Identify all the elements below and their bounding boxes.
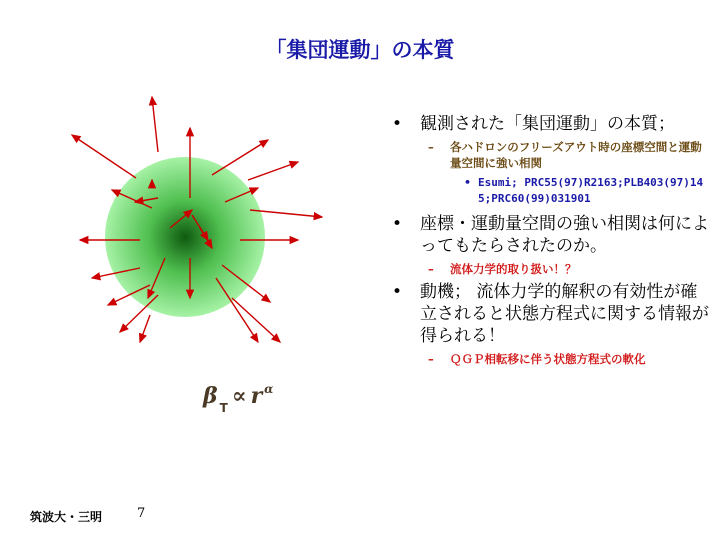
- bullet-list: [392, 113, 712, 371]
- radial-flow-diagram: [40, 80, 340, 380]
- proportional-symbol: ∝: [231, 383, 247, 409]
- reference-esumi: • Esumi; PRC55(97)R2163;PLB403(97)145;PRC60(99)031901: [392, 175, 712, 207]
- subbullet-correlation: – 各ハドロンのフリーズアウト時の座標空間と運動量空間に強い相関: [392, 139, 712, 171]
- bullet-observed: • 観測された「集団運動」の本質；: [392, 113, 712, 135]
- bullet-motivation: • 動機； 流体力学的解釈の有効性が確立されると状態方程式に関する情報が得られる！: [392, 281, 712, 347]
- r-symbol: r: [250, 383, 263, 409]
- slide-title: 「集団運動」の本質: [265, 38, 455, 62]
- flow-arrow: [152, 97, 158, 152]
- flow-arrow: [72, 135, 136, 178]
- flow-arrow: [248, 162, 298, 180]
- subbullet-qgp: – ＱＧＰ相転移に伴う状態方程式の軟化: [392, 351, 712, 367]
- flow-arrow: [140, 315, 150, 342]
- footer-affiliation: 筑波大・三明: [30, 510, 103, 524]
- flow-velocity-formula: [203, 382, 273, 415]
- formula-superscript: α: [264, 382, 274, 396]
- subbullet-hydro: – 流体力学的取り扱い！？: [392, 261, 712, 277]
- beta-symbol: β: [203, 383, 218, 409]
- flow-arrow: [232, 298, 280, 342]
- bullet-correlation-origin: • 座標・運動量空間の強い相関は何によってもたらされたのか。: [392, 213, 712, 257]
- flow-arrow: [212, 140, 268, 175]
- page-number: 7: [137, 506, 146, 521]
- fireball-sphere: [105, 157, 265, 317]
- formula-subscript: T: [219, 401, 228, 415]
